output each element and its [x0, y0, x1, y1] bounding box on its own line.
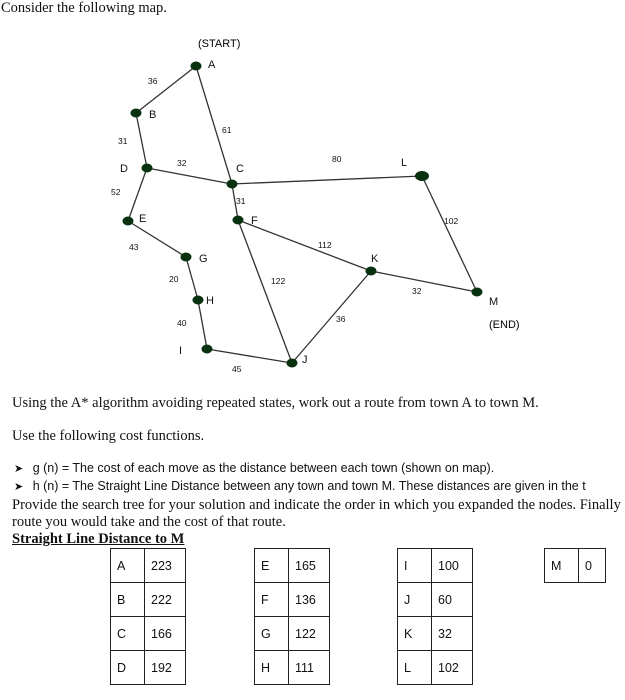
distance-cell: 192	[145, 651, 186, 685]
town-node-a	[191, 62, 202, 71]
distance-cell: 32	[432, 617, 473, 651]
town-node-b	[131, 109, 142, 118]
town-cell: E	[255, 549, 289, 583]
sld-table-3	[397, 548, 473, 685]
table-row	[111, 583, 186, 617]
town-label-l: L	[401, 157, 408, 169]
edge-C-L	[232, 176, 422, 184]
town-cell: A	[111, 549, 145, 583]
task-text: Using the A* algorithm avoiding repeated states, work out a route from town A to town M.	[12, 395, 539, 411]
sld-table-2	[254, 548, 330, 685]
bullet-g-text: g (n) = The cost of each move as the distance between each town (shown on map).	[32, 461, 495, 475]
edge-K-M	[371, 271, 477, 292]
edge-cost-label: 32	[177, 158, 187, 168]
arrow-bullet-icon: ➤	[14, 480, 24, 493]
table-row	[255, 549, 330, 583]
town-cell: C	[111, 617, 145, 651]
town-node-f	[233, 216, 244, 225]
town-cell: K	[398, 617, 432, 651]
town-cell: L	[398, 651, 432, 685]
town-cell: H	[255, 651, 289, 685]
distance-cell: 222	[145, 583, 186, 617]
edge-cost-label: 80	[332, 154, 342, 164]
town-label-b: B	[149, 109, 157, 121]
edge-D-C	[147, 168, 232, 184]
sld-table-4	[544, 548, 606, 583]
town-label-a: A	[208, 59, 216, 71]
town-node-m	[472, 288, 483, 297]
edge-F-J	[238, 220, 292, 363]
town-node-i	[202, 345, 213, 354]
town-label-i: I	[179, 345, 183, 357]
distance-cell: 102	[432, 651, 473, 685]
town-node-e	[123, 217, 134, 226]
town-cell: F	[255, 583, 289, 617]
edge-cost-label: 52	[111, 187, 121, 197]
table-row	[255, 617, 330, 651]
distance-cell: 223	[145, 549, 186, 583]
intro-text: Consider the following map.	[1, 0, 167, 16]
distance-cell: 100	[432, 549, 473, 583]
edge-cost-label: 45	[232, 364, 242, 374]
edge-H-I	[198, 300, 207, 349]
edge-B-D	[136, 113, 147, 168]
town-label-k: K	[371, 253, 379, 265]
table-row	[255, 583, 330, 617]
distance-cell: 60	[432, 583, 473, 617]
edge-K-J	[292, 271, 371, 363]
sld-table-1	[110, 548, 186, 685]
edge-L-M	[422, 176, 477, 292]
edge-G-H	[186, 257, 198, 300]
distance-cell: 136	[289, 583, 330, 617]
bullet-h-text: h (n) = The Straight Line Distance between any town and town M. These distances are given in the t	[32, 479, 586, 493]
town-node-h	[193, 296, 204, 305]
edge-F-K	[238, 220, 371, 271]
edge-I-J	[207, 349, 292, 363]
distance-cell: 122	[289, 617, 330, 651]
town-label-h: H	[206, 295, 214, 307]
town-label-c: C	[236, 163, 244, 175]
table-row	[255, 651, 330, 685]
table-row	[398, 549, 473, 583]
town-cell: J	[398, 583, 432, 617]
sld-heading: Straight Line Distance to M	[12, 531, 185, 547]
bullet-g	[14, 461, 494, 475]
edge-cost-label: 112	[318, 240, 332, 250]
table-row	[111, 651, 186, 685]
cost-functions-intro: Use the following cost functions.	[12, 428, 205, 444]
table-row	[398, 617, 473, 651]
edge-cost-label: 102	[444, 216, 459, 226]
town-cell: I	[398, 549, 432, 583]
distance-cell: 0	[579, 549, 606, 583]
table-row	[111, 617, 186, 651]
town-cell: M	[545, 549, 579, 583]
edge-cost-label: 40	[177, 318, 187, 328]
distance-cell: 165	[289, 549, 330, 583]
town-cell: G	[255, 617, 289, 651]
bullet-h	[14, 479, 586, 493]
town-label-f: F	[251, 215, 258, 227]
edge-cost-label: 36	[148, 76, 158, 86]
instructions-line-2: route you would take and the cost of that route.	[12, 514, 286, 530]
edge-cost-label: 20	[169, 274, 179, 284]
town-cell: B	[111, 583, 145, 617]
table-row	[545, 549, 606, 583]
edge-cost-label: 122	[271, 276, 286, 286]
town-label-m: M	[489, 296, 499, 308]
town-node-g	[181, 253, 192, 262]
distance-cell: 166	[145, 617, 186, 651]
town-node-k	[366, 267, 377, 276]
town-label-e: E	[139, 213, 147, 225]
table-row	[111, 549, 186, 583]
town-label-g: G	[199, 253, 208, 265]
edge-A-B	[136, 66, 196, 113]
table-row	[398, 651, 473, 685]
table-row	[398, 583, 473, 617]
arrow-bullet-icon: ➤	[14, 462, 24, 475]
edge-cost-label: 32	[412, 286, 422, 296]
town-node-j	[287, 359, 298, 368]
edge-cost-label: 36	[336, 314, 346, 324]
town-node-c	[227, 180, 238, 189]
edge-cost-label: 31	[236, 196, 246, 206]
town-node-l	[415, 171, 429, 181]
edge-cost-label: 31	[118, 136, 128, 146]
edge-cost-label: 43	[129, 242, 139, 252]
town-node-d	[142, 164, 153, 173]
edge-cost-label: 61	[222, 125, 232, 135]
town-label-j: J	[302, 354, 308, 366]
end-label: (END)	[489, 319, 520, 331]
start-label: (START)	[198, 38, 241, 50]
town-label-d: D	[120, 163, 128, 175]
distance-cell: 111	[289, 651, 330, 685]
town-cell: D	[111, 651, 145, 685]
instructions-line-1: Provide the search tree for your solution and indicate the order in which you expanded the nodes. Finally	[12, 497, 621, 513]
